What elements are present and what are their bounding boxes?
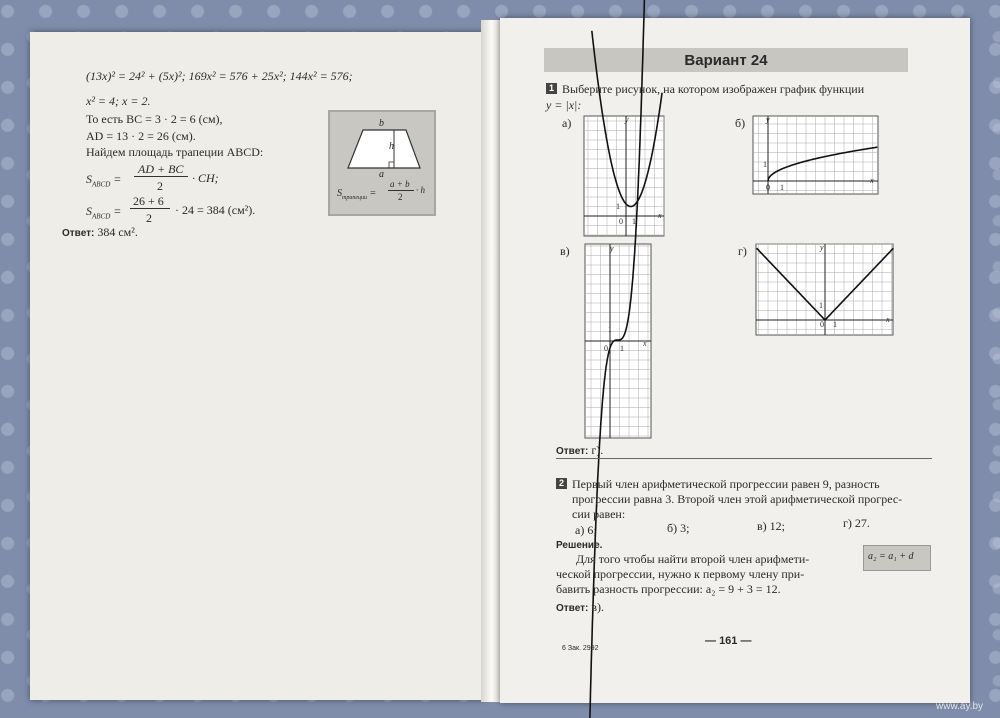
print-code: 6 Зак. 2992 bbox=[562, 645, 599, 652]
q2-text-line2: прогрессии равна 3. Второй член этой арифметической прогрес- bbox=[572, 492, 903, 506]
graph-c-zero: 0 bbox=[604, 344, 608, 353]
graph-d-x-label: x bbox=[886, 315, 890, 324]
box-formula-num: a + b bbox=[390, 179, 410, 189]
graph-c-one-y: 1 bbox=[608, 325, 612, 334]
q2-answer: Ответ: в). bbox=[556, 600, 605, 614]
graph-c-label: в) bbox=[560, 244, 570, 258]
q1-number-badge: 1 bbox=[546, 83, 557, 94]
graph-a-one: 1 bbox=[632, 217, 636, 226]
graph-a-x-label: x bbox=[658, 211, 662, 220]
q1-answer: Ответ: г). bbox=[556, 443, 604, 457]
q2-text-line1: Первый член арифметической прогрессии равен 9, разность bbox=[572, 477, 880, 491]
solution-line2: ческой прогрессии, нужно к первому члену при- bbox=[556, 567, 805, 581]
equation-line-1: (13x)² = 24² + (5x)²; 169x² = 576 + 25x²; 144x² = 576; bbox=[86, 69, 353, 83]
equation-line-2: x² = 4; x = 2. bbox=[86, 94, 151, 108]
graph-b-x-label: x bbox=[870, 176, 874, 185]
area-den-1: 2 bbox=[157, 179, 163, 193]
area-den-2: 2 bbox=[146, 211, 152, 225]
graph-d bbox=[756, 244, 893, 335]
q2-number-badge: 2 bbox=[556, 478, 567, 489]
graph-b-label: б) bbox=[735, 116, 746, 130]
q2-option-c: в) 12; bbox=[757, 519, 785, 533]
area-lhs-1: $S_{ABCD}$ = bbox=[86, 172, 122, 189]
label-a: a bbox=[379, 169, 384, 180]
page-number: — 161 — bbox=[705, 635, 752, 647]
graph-b-one: 1 bbox=[780, 183, 784, 192]
fraction-bar-1 bbox=[134, 176, 188, 177]
ad-line: AD = 13 · 2 = 26 (см). bbox=[86, 129, 196, 143]
q2-option-a: а) 6; bbox=[575, 523, 597, 537]
label-b: b bbox=[379, 118, 384, 129]
q1-text-line1: Выберите рисунок, на котором изображен график функции bbox=[562, 82, 865, 96]
graph-d-y-label: y bbox=[820, 243, 824, 252]
graph-a-one-y: 1 bbox=[616, 202, 620, 211]
box-formula-lhs: $S_{трапеции}$ = bbox=[337, 188, 377, 201]
variant-title: Вариант 24 bbox=[684, 52, 768, 69]
area-lhs-2: $S_{ABCD}$ = bbox=[86, 204, 122, 221]
area-tail-2: · 24 = 384 (см²). bbox=[175, 203, 256, 217]
graph-c-y-label: y bbox=[610, 244, 614, 253]
solution-line3: бавить разность прогрессии: a₂ = 9 + 3 = 12. bbox=[556, 582, 781, 596]
find-area-line: Найдем площадь трапеции ABCD: bbox=[86, 145, 264, 159]
graph-b-zero: 0 bbox=[766, 183, 770, 192]
graph-a-label: а) bbox=[562, 116, 572, 130]
watermark: www.ay.by bbox=[936, 701, 984, 712]
area-num-2: 26 + 6 bbox=[133, 194, 164, 208]
question-divider bbox=[556, 458, 932, 459]
box-formula-den: 2 bbox=[398, 192, 403, 202]
area-num-1: AD + BC bbox=[138, 162, 184, 176]
box-formula-tail: · h bbox=[416, 185, 425, 195]
graph-d-label: г) bbox=[738, 244, 747, 258]
graph-d-one-y: 1 bbox=[819, 301, 823, 310]
variant-banner bbox=[544, 48, 908, 72]
graph-b-y-label: y bbox=[766, 115, 770, 124]
area-tail-1: · CH; bbox=[192, 171, 219, 185]
graph-a-zero: 0 bbox=[619, 217, 623, 226]
graph-d-one: 1 bbox=[833, 320, 837, 329]
solution-label: Решение. bbox=[556, 540, 603, 551]
graph-a bbox=[584, 116, 664, 236]
q2-option-b: б) 3; bbox=[667, 521, 690, 535]
q2-text-line3: сии равен: bbox=[572, 507, 626, 521]
graph-b-one-y: 1 bbox=[763, 160, 767, 169]
label-h: h bbox=[389, 141, 394, 152]
formula-hint: a₂ = a₁ + d bbox=[868, 551, 914, 562]
graph-c bbox=[585, 244, 651, 438]
graph-b bbox=[753, 116, 878, 194]
fraction-bar-2 bbox=[130, 208, 170, 209]
graph-a-y-label: y bbox=[625, 115, 629, 124]
left-answer: Ответ: 384 см². bbox=[62, 225, 138, 239]
q2-option-d: г) 27. bbox=[843, 516, 870, 530]
q1-text-line2: y = |x|: bbox=[546, 98, 582, 112]
solution-line1: Для того чтобы найти второй член арифмети- bbox=[576, 552, 810, 566]
graph-d-zero: 0 bbox=[820, 320, 824, 329]
graph-a-frame bbox=[584, 116, 664, 236]
graph-c-one: 1 bbox=[620, 344, 624, 353]
graph-c-x-label: x bbox=[643, 339, 647, 348]
bc-line: То есть BC = 3 · 2 = 6 (см), bbox=[86, 112, 223, 126]
box-fraction-bar bbox=[388, 190, 414, 191]
